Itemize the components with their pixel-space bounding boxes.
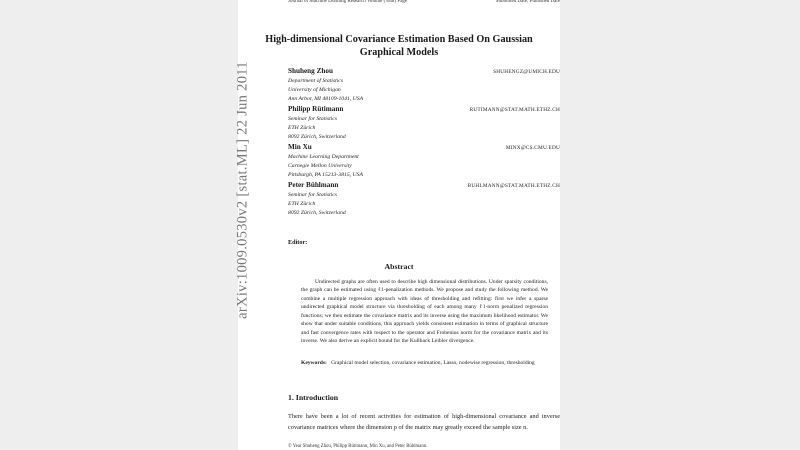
author-name: Peter Bühlmann bbox=[288, 181, 339, 189]
author-affiliation: Machine Learning Department bbox=[288, 154, 359, 160]
background-left bbox=[0, 0, 238, 450]
section-text: There have been a lot of recent activities for estimation of high-dimensional covariance and inverse covariance matrices where the dimension p of the matrix may greatly exceed the sample size n. bbox=[288, 413, 560, 431]
author-affiliation: Pittsburgh, PA 15213-3815, USA bbox=[288, 172, 363, 178]
author-affiliation: Seminar for Statistics bbox=[288, 192, 337, 198]
author-affiliation: Seminar for Statistics bbox=[288, 116, 337, 122]
abstract-heading: Abstract bbox=[384, 262, 414, 271]
author-affiliation: Ann Arbor, MI 48109-1041, USA bbox=[288, 96, 364, 102]
keywords-text: Graphical model selection, covariance estimation, Lasso, nodewise regression, thresholding bbox=[331, 360, 535, 366]
keywords-label: Keywords: bbox=[301, 360, 327, 366]
author-affiliation: 8092 Zürich, Switzerland bbox=[288, 134, 346, 140]
author-affiliation: Department of Statistics bbox=[288, 78, 343, 84]
author-email[interactable]: MINX@CS.CMU.EDU bbox=[505, 145, 560, 151]
abstract-text: Undirected graphs are often used to describe high dimensional distributions. Under sparsity conditions, the graph can be estimated using ℓ1-penalization methods. We propose and study the following method. We combine a multiple regression approach with ideas of thresholding and refitting: first we infer a sparse undirected graphical model structure via thresholding of each among many ℓ1-norm penalized regression functions; we then estimate the covariance matrix and its inverse using the maximum likelihood estimator. We show that under suitable conditions, this approach yields consistent estimation in terms of graphical structure and fast convergence rates with respect to the operator and Frobenius norm for the covariance matrix and its inverse. We also derive an explicit bound for the Kullback Leibler divergence. bbox=[301, 279, 548, 345]
section-heading: 1. Introduction bbox=[288, 393, 339, 402]
dates-header: Submitted Date; Published Date bbox=[495, 0, 560, 4]
author-affiliation: ETH Zürich bbox=[288, 201, 316, 207]
author-email[interactable]: RUTIMANN@STAT.MATH.ETHZ.CH bbox=[469, 107, 560, 113]
background-right bbox=[560, 0, 800, 450]
editor-label: Editor: bbox=[288, 239, 308, 246]
journal-header: Journal of Machine Learning Research Volume (Year) Page bbox=[288, 0, 408, 4]
author-email[interactable]: BUHLMANN@STAT.MATH.ETHZ.CH bbox=[467, 183, 560, 189]
author-affiliation: 8092 Zürich, Switzerland bbox=[288, 210, 346, 216]
author-name: Philipp Rütimann bbox=[288, 105, 344, 113]
paper-page bbox=[238, 0, 560, 450]
keywords bbox=[301, 359, 548, 367]
author-affiliation: University of Michigan bbox=[288, 87, 341, 93]
author-name: Shuheng Zhou bbox=[288, 67, 333, 75]
author-email[interactable]: SHUHENGZ@UMICH.EDU bbox=[493, 69, 560, 75]
copyright-footer: © Year Shuheng Zhou, Philipp Rütimann, Min Xu, and Peter Bühlmann. bbox=[288, 444, 428, 449]
author-affiliation: Carnegie Mellon University bbox=[288, 163, 352, 169]
author-affiliation: ETH Zürich bbox=[288, 125, 316, 131]
paper-title-line-1: High-dimensional Covariance Estimation Based On Gaussian bbox=[265, 34, 533, 45]
arxiv-stamp: arXiv:1009.0530v2 [stat.ML] 22 Jun 2011 bbox=[234, 61, 251, 319]
paper-title-line-2: Graphical Models bbox=[359, 47, 439, 58]
author-name: Min Xu bbox=[288, 143, 312, 151]
